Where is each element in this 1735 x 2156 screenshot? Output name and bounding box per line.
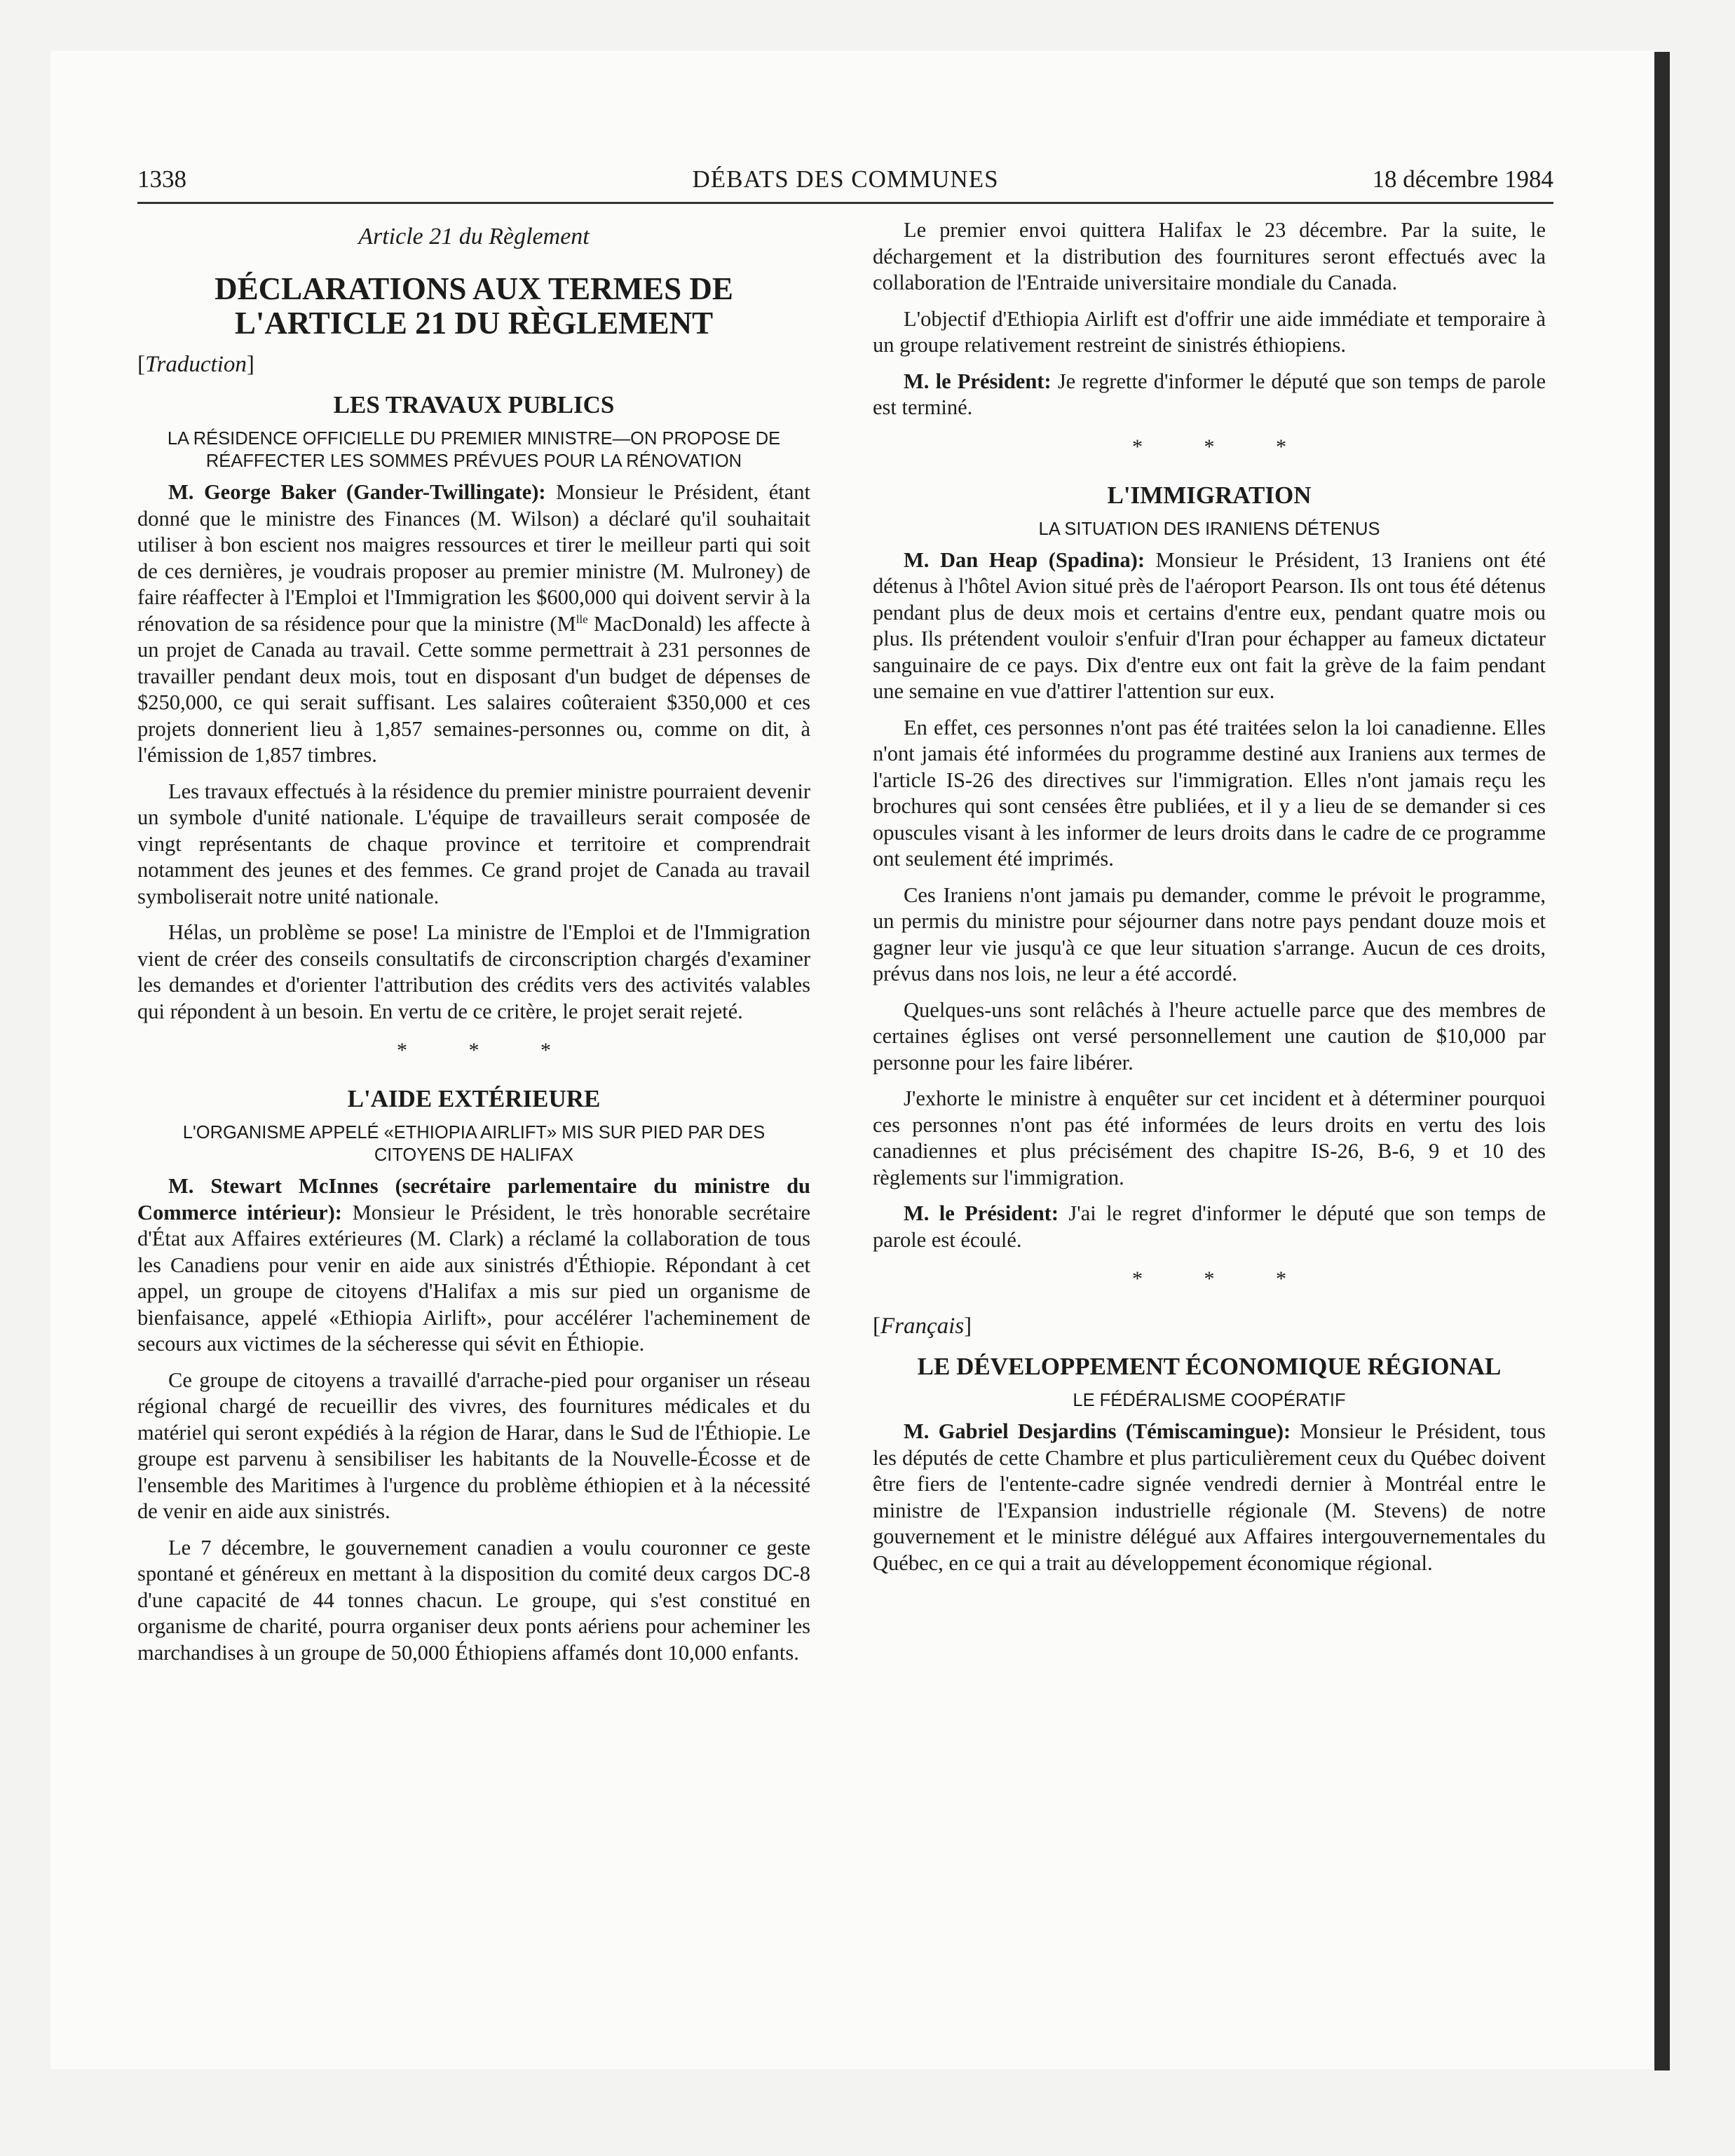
paragraph-text: Monsieur le Président, le très honorable secrétaire d'État aux Affaires extérieures (M. Clark) a réclamé la collaboration de tous les Canadiens pour venir en aide aux sinistrés d'Éthiopie. Répondant à cet appel, un groupe de citoyens d'Halifax a mis sur pied un organisme de bienfaisance, appelé «Ethiopia Airlift», pour accélérer l'acheminement de secours aux victimes de la sécheresse qui sévit en Éthiopie.	[137, 1200, 810, 1356]
statement-paragraph	[873, 1419, 1546, 1576]
section-subheading: LA SITUATION DES IRANIENS DÉTENUS	[1038, 519, 1380, 539]
issue-date: 18 décembre 1984	[1372, 165, 1553, 193]
section-heading: L'AIDE EXTÉRIEURE	[347, 1085, 601, 1112]
speaker-name: M. Dan Heap (Spadina):	[904, 547, 1145, 572]
page-number: 1338	[137, 165, 186, 193]
statement-paragraph: J'exhorte le ministre à enquêter sur cet incident et à déterminer pourquoi ces personnes n'ont pas été informées de leurs droits en vertu des lois canadiennes et plus précisément des chapitre IS-26, B-6, 9 et 10 des règlements sur l'immigration.	[873, 1086, 1546, 1189]
statement-paragraph: L'objectif d'Ethiopia Airlift est d'offrir une aide immédiate et temporaire à un groupe relativement restreint de sinistrés éthiopiens.	[873, 306, 1546, 357]
statement-paragraph: Quelques-uns sont relâchés à l'heure actuelle parce que des membres de certaines églises ont versé personnellement une caution de $10,000 par personne pour les faire libérer.	[873, 997, 1546, 1074]
publication-title: DÉBATS DES COMMUNES	[692, 165, 999, 193]
language-note	[873, 1312, 1546, 1340]
section-subheading: LE FÉDÉRALISME COOPÉRATIF	[1073, 1391, 1346, 1410]
speaker-name: M. le Président:	[904, 369, 1052, 393]
binding-edge	[1654, 52, 1670, 2070]
statement-paragraph	[137, 1173, 810, 1358]
speaker-name: M. George Baker (Gander-Twillingate):	[168, 480, 546, 504]
translation-note	[137, 350, 810, 378]
left-column	[137, 217, 810, 1676]
statement-paragraph: Le premier envoi quittera Halifax le 23 décembre. Par la suite, le déchargement et la distribution des fournitures seront effectués avec la collaboration de l'Entraide universitaire mondiale du Canada.	[873, 218, 1546, 294]
paragraph-text: Monsieur le Président, tous les députés de cette Chambre et plus particulièrement ceux du Québec doivent être fiers de l'entente-cadre signée vendredi dernier à Montréal entre le ministre de l'Expansion industrielle régionale (M. Stevens) de notre gouvernement et le ministre délégué aux Affaires intergouvernementales du Québec, en ce qui a trait au développement économique régional.	[873, 1419, 1546, 1575]
section-subheading: LA RÉSIDENCE OFFICIELLE DU PREMIER MINISTRE—ON PROPOSE DE RÉAFFECTER LES SOMMES PRÉVUES POUR LA RÉNOVATION	[167, 429, 781, 471]
bracket-open: [	[137, 352, 145, 377]
section-heading: LE DÉVELOPPEMENT ÉCONOMIQUE RÉGIONAL	[917, 1353, 1502, 1380]
rubric: Article 21 du Règlement	[358, 224, 590, 250]
statement-paragraph	[873, 547, 1546, 705]
speaker-name: M. Stewart McInnes (secrétaire parlementaire du ministre du Commerce intérieur):	[137, 1174, 810, 1224]
statement-paragraph	[873, 369, 1546, 421]
statement-paragraph: En effet, ces personnes n'ont pas été traitées selon la loi canadienne. Elles n'ont jamais été informées du programme destiné aux Iraniens aux termes de l'article IS-26 des directives sur l'immigration. Elles n'ont jamais reçu les brochures qui sont censées être publiées, et il y a lieu de se demander si ces opuscules visant à les informer de leurs droits dans le cadre de ce programme ont seulement été imprimés.	[873, 715, 1546, 871]
speaker-name: M. Gabriel Desjardins (Témiscamingue):	[904, 1419, 1291, 1443]
section-heading: L'IMMIGRATION	[1107, 481, 1312, 509]
statement-paragraph: Ce groupe de citoyens a travaillé d'arrache-pied pour organiser un réseau régional chargé de recueillir des vivres, des fournitures médicales et du matériel qui seront expédiés à la région de Harar, dans le Sud de l'Éthiopie. Le groupe est parvenu à sensibiliser les habitants de la Nouvelle-Écosse et de l'ensemble des Maritimes à l'urgence du problème éthiopien et à la nécessité de venir en aide aux sinistrés.	[137, 1367, 810, 1523]
main-title: DÉCLARATIONS AUX TERMES DE L'ARTICLE 21 DU RÈGLEMENT	[215, 271, 733, 341]
speaker-name: M. le Président:	[904, 1201, 1059, 1225]
right-column	[873, 217, 1546, 1586]
superscript: lle	[576, 612, 588, 626]
paragraph-text: Je regrette d'informer le député que son temps de parole est terminé.	[873, 369, 1546, 419]
paragraph-text: Monsieur le Président, étant donné que le ministre des Finances (M. Wilson) a déclaré qu'il souhaitait utiliser à bon escient nos maigres ressources et tirer le meilleur parti qui soit de ces dernières, je voudrais proposer au premier ministre (M. Mulroney) de faire réaffecter à l'Emploi et l'Immigration les $600,000 qui doivent servir à la rénovation de sa résidence pour que la ministre (M	[137, 480, 810, 636]
statement-paragraph: Ces Iraniens n'ont jamais pu demander, comme le prévoit le programme, un permis du ministre pour séjourner dans notre pays pendant douze mois et gagner leur vie jusqu'à ce que leur situation s'arrange. Aucun de ces droits, prévus dans nos lois, ne leur a été accordé.	[873, 882, 1546, 985]
statement-paragraph: Les travaux effectués à la résidence du premier ministre pourraient devenir un symbole d'unité nationale. L'équipe de travailleurs serait composée de vingt représentants de chaque province et territoire et comprendrait notamment des jeunes et des femmes. Ce grand projet de Canada au travail symboliserait notre unité nationale.	[137, 779, 810, 908]
section-separator: * * *	[397, 1039, 579, 1062]
section-separator: * * *	[1132, 435, 1314, 458]
paragraph-text: Monsieur le Président, 13 Iraniens ont été détenus à l'hôtel Avion situé près de l'aéroport Pearson. Ils ont tous été détenus pendant plus de deux mois et certains d'entre eux, pendant quatre mois ou plus. Ils prétendent vouloir s'enfuir d'Iran pour échapper au fameux dictateur sanguinaire de ce pays. Dix d'entre eux ont fait la grève de la faim pendant une semaine en vue d'attirer l'attention sur eux.	[873, 547, 1546, 703]
bracket-close: ]	[246, 352, 254, 377]
language-label: Français	[880, 1314, 965, 1339]
translation-label: Traduction	[145, 352, 247, 377]
statement-paragraph	[873, 1201, 1546, 1253]
statement-paragraph: Hélas, un problème se pose! La ministre de l'Emploi et de l'Immigration vient de créer des conseils consultatifs de circonscription chargés d'examiner les demandes et d'orienter l'attribution des crédits vers des activités valables qui répondent à un besoin. En vertu de ce critère, le projet serait rejeté.	[137, 920, 810, 1023]
bracket-close: ]	[964, 1314, 972, 1339]
section-heading: LES TRAVAUX PUBLICS	[333, 391, 615, 418]
section-separator: * * *	[1132, 1267, 1314, 1290]
paragraph-text: MacDonald) les affecte à un projet de Canada au travail. Cette somme permettrait à 231 personnes de travailler pendant deux mois, tout en disposant d'un budget de dépenses de $250,000, ce qui serait suffisant. Les salaires coûteraient $350,000 et ces projets donnerient lieu à 1,857 semaines-personnes ou, comme on dit, à l'émission de 1,857 timbres.	[137, 611, 810, 767]
statement-paragraph	[137, 479, 810, 769]
statement-paragraph: Le 7 décembre, le gouvernement canadien a voulu couronner ce geste spontané et généreux en mettant à la disposition du comité deux cargos DC-8 d'une capacité de 44 tonnes chacun. Le groupe, qui s'est constitué en organisme de charité, pourra organiser deux ponts aériens pour acheminer les marchandises à un groupe de 50,000 Éthiopiens affamés dont 10,000 enfants.	[137, 1535, 810, 1665]
running-header	[137, 163, 1553, 204]
section-subheading: L'ORGANISME APPELÉ «ETHIOPIA AIRLIFT» MIS SUR PIED PAR DES CITOYENS DE HALIFAX	[182, 1123, 766, 1165]
paragraph-text: J'ai le regret d'informer le député que son temps de parole est écoulé.	[873, 1201, 1546, 1252]
bracket-open: [	[873, 1314, 880, 1339]
